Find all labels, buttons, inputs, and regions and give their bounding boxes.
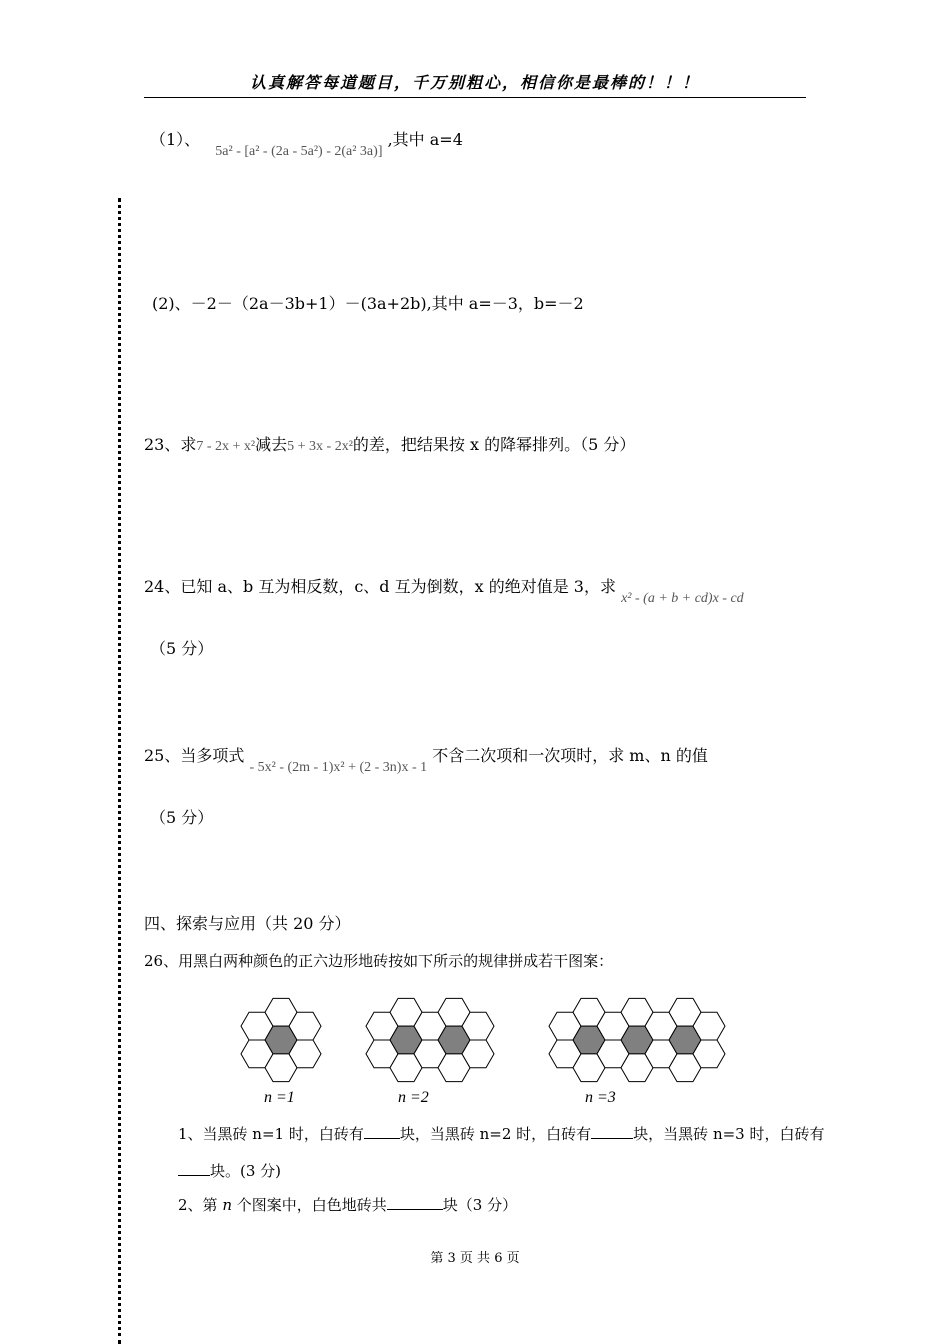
q26-sub1-part-b: 块，当黑砖 n=2 时，白砖有 [399, 1125, 592, 1143]
q26-sub1-part-a: 1、当黑砖 n=1 时，白砖有 [178, 1125, 364, 1143]
q22-part2-label: (2)、 [152, 294, 191, 313]
q23-expr-a: 7 - 2x + x² [196, 439, 256, 454]
q23-expr-b: 5 + 3x - 2x² [287, 439, 353, 454]
answer-blank-3[interactable] [178, 1159, 210, 1176]
q24-score: （5 分） [150, 639, 214, 658]
q25-prefix: 25、当多项式 [144, 746, 245, 765]
question-24 [144, 576, 744, 606]
q22-part1 [150, 129, 463, 159]
q26-sub2 [178, 1193, 517, 1215]
q23-mid: 减去 [255, 435, 288, 454]
q22-part2-text: －2－（2a－3b+1）－(3a+2b),其中 a=－3，b=－2 [190, 294, 584, 313]
question-26: 26、用黑白两种颜色的正六边形地砖按如下所示的规律拼成若干图案： [144, 952, 614, 970]
question-23 [144, 434, 635, 458]
q22-part1-condition: ,其中 a=4 [387, 130, 463, 149]
q25-expr: - 5x² - (2m - 1)x² + (2 - 3n)x - 1 [249, 760, 428, 775]
binding-dotted-line [118, 198, 121, 1344]
q24-text: 24、已知 a、b 互为相反数，c、d 互为倒数，x 的绝对值是 3，求 [144, 577, 616, 596]
section-4-title: 四、探索与应用（共 20 分） [144, 914, 351, 933]
q26-sub1-part-c: 块，当黑砖 n=3 时，白砖有 [633, 1125, 825, 1143]
q26-sub1 [178, 1122, 824, 1144]
tile-group [241, 998, 725, 1081]
q26-sub1-part-d: 块。(3 分) [210, 1162, 282, 1180]
q23-suffix: 的差，把结果按 x 的降幂排列。（5 分） [352, 435, 636, 454]
q23-prefix: 23、求 [144, 435, 197, 454]
page-footer: 第 3 页 共 6 页 [430, 1251, 520, 1266]
q26-sub2-part-c: 块（3 分） [442, 1196, 518, 1214]
q25-score: （5 分） [150, 808, 214, 827]
caption-n2: n =2 [398, 1089, 429, 1106]
q22-part2 [152, 293, 584, 315]
question-25 [144, 745, 708, 775]
q26-sub2-part-b: 个图案中，白色地砖共 [236, 1196, 387, 1214]
caption-n1: n =1 [264, 1089, 295, 1106]
q26-sub2-n: n [222, 1196, 232, 1214]
q22-part1-expr: 5a² - [a² - (2a - 5a²) - 2(a² 3a)] [215, 144, 383, 159]
caption-n3: n =3 [585, 1089, 616, 1106]
answer-blank-4[interactable] [387, 1193, 443, 1210]
header-rule [144, 97, 806, 98]
q24-expr: x² - (a + b + cd)x - cd [621, 591, 744, 606]
answer-blank-1[interactable] [364, 1122, 400, 1139]
q25-suffix: 不含二次项和一次项时，求 m、n 的值 [432, 746, 708, 765]
q26-sub1-cont [178, 1159, 281, 1181]
header-motto: 认真解答每道题目，千万别粗心，相信你是最棒的！！！ [249, 73, 700, 92]
q26-sub2-part-a: 2、第 [178, 1196, 218, 1214]
hexagon-tile-patterns [230, 990, 750, 1090]
q22-part1-label: （1）、 [150, 130, 201, 149]
answer-blank-2[interactable] [591, 1122, 633, 1139]
